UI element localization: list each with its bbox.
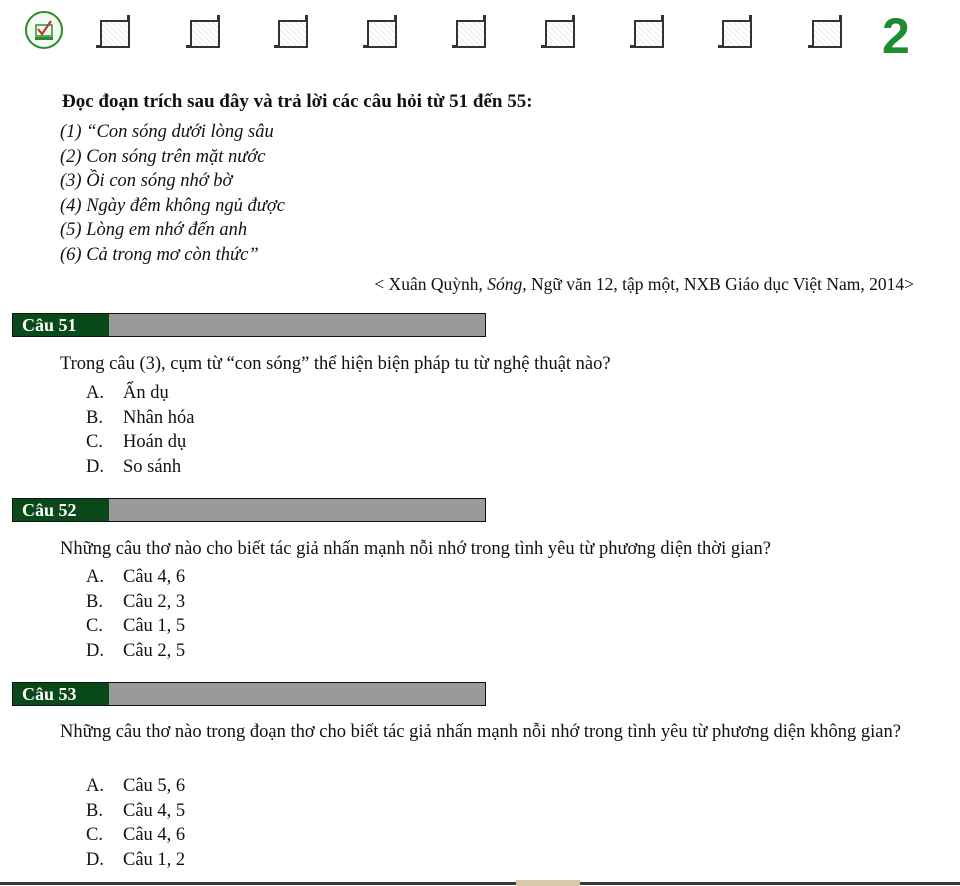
reading-instruction: Đọc đoạn trích sau đây và trả lời các câu hỏi từ 51 đến 55: bbox=[62, 91, 533, 112]
question-header-51 bbox=[12, 313, 486, 337]
option-text: Câu 4, 6 bbox=[123, 567, 186, 587]
option-letter: D. bbox=[86, 640, 104, 661]
question-header-53 bbox=[12, 682, 486, 706]
answer-box-icon bbox=[722, 20, 752, 48]
option-letter: B. bbox=[86, 800, 103, 821]
footer-tab bbox=[516, 880, 580, 886]
poem-source bbox=[0, 272, 914, 296]
poem-excerpt bbox=[60, 120, 285, 267]
poem-line: (1) “Con sóng dưới lòng sâu bbox=[60, 122, 274, 142]
option-letter: C. bbox=[86, 616, 103, 636]
option-letter: C. bbox=[86, 432, 103, 452]
answer-box-icon bbox=[812, 20, 842, 48]
page-footer bbox=[0, 878, 960, 886]
answer-box-icon bbox=[456, 20, 486, 48]
answer-box-icon bbox=[634, 20, 664, 48]
option-text: Câu 1, 5 bbox=[123, 616, 186, 636]
school-emblem-icon bbox=[25, 11, 63, 49]
page-header bbox=[0, 0, 960, 70]
question-label: Câu 52 bbox=[13, 499, 109, 521]
answer-box-icon bbox=[545, 20, 575, 48]
answer-box-icon bbox=[278, 20, 308, 48]
question-label: Câu 53 bbox=[13, 683, 109, 705]
source-author: < Xuân Quỳnh, bbox=[374, 274, 488, 294]
poem-line: (4) Ngày đêm không ngủ được bbox=[60, 195, 285, 216]
option-text: Câu 4, 5 bbox=[123, 800, 186, 821]
poem-line: (2) Con sóng trên mặt nước bbox=[60, 146, 266, 167]
option-letter: C. bbox=[86, 825, 103, 845]
page-number: 2 bbox=[882, 8, 910, 64]
source-title: Sóng bbox=[487, 274, 523, 294]
option-letter: A. bbox=[86, 776, 104, 796]
question-text: Những câu thơ nào trong đoạn thơ cho biết tác giả nhấn mạnh nỗi nhớ trong tình yêu từ phương diện không gian? bbox=[60, 722, 901, 742]
poem-line: (5) Lòng em nhớ đến anh bbox=[60, 220, 248, 240]
question-label: Câu 51 bbox=[13, 314, 109, 336]
answer-box-icon bbox=[100, 20, 130, 48]
question-header-52 bbox=[12, 498, 486, 522]
source-publication: , Ngữ văn 12, tập một, NXB Giáo dục Việt Nam, 2014> bbox=[522, 274, 914, 294]
option-letter: B. bbox=[86, 407, 103, 428]
option-text: Câu 5, 6 bbox=[123, 776, 186, 796]
option-letter: D. bbox=[86, 849, 104, 870]
option-text: Câu 2, 5 bbox=[123, 640, 186, 661]
option-letter: A. bbox=[86, 383, 104, 403]
question-text: Những câu thơ nào cho biết tác giả nhấn mạnh nỗi nhớ trong tình yêu từ phương diện thời gian? bbox=[60, 539, 771, 559]
option-text: Nhân hóa bbox=[123, 407, 195, 428]
poem-line: (6) Cả trong mơ còn thức” bbox=[60, 244, 259, 265]
option-letter: B. bbox=[86, 591, 103, 612]
option-letter: A. bbox=[86, 567, 104, 587]
answer-box-icon bbox=[367, 20, 397, 48]
option-text: Câu 2, 3 bbox=[123, 591, 186, 612]
option-text: Hoán dụ bbox=[123, 432, 187, 452]
footer-divider bbox=[0, 882, 960, 885]
option-letter: D. bbox=[86, 456, 104, 477]
option-text: Ẩn dụ bbox=[123, 383, 169, 403]
option-text: Câu 1, 2 bbox=[123, 849, 186, 870]
option-text: Câu 4, 6 bbox=[123, 825, 186, 845]
answer-box-icon bbox=[190, 20, 220, 48]
question-text: Trong câu (3), cụm từ “con sóng” thể hiện biện pháp tu từ nghệ thuật nào? bbox=[60, 354, 611, 374]
option-text: So sánh bbox=[123, 456, 182, 477]
poem-line: (3) Ồi con sóng nhớ bờ bbox=[60, 171, 233, 191]
